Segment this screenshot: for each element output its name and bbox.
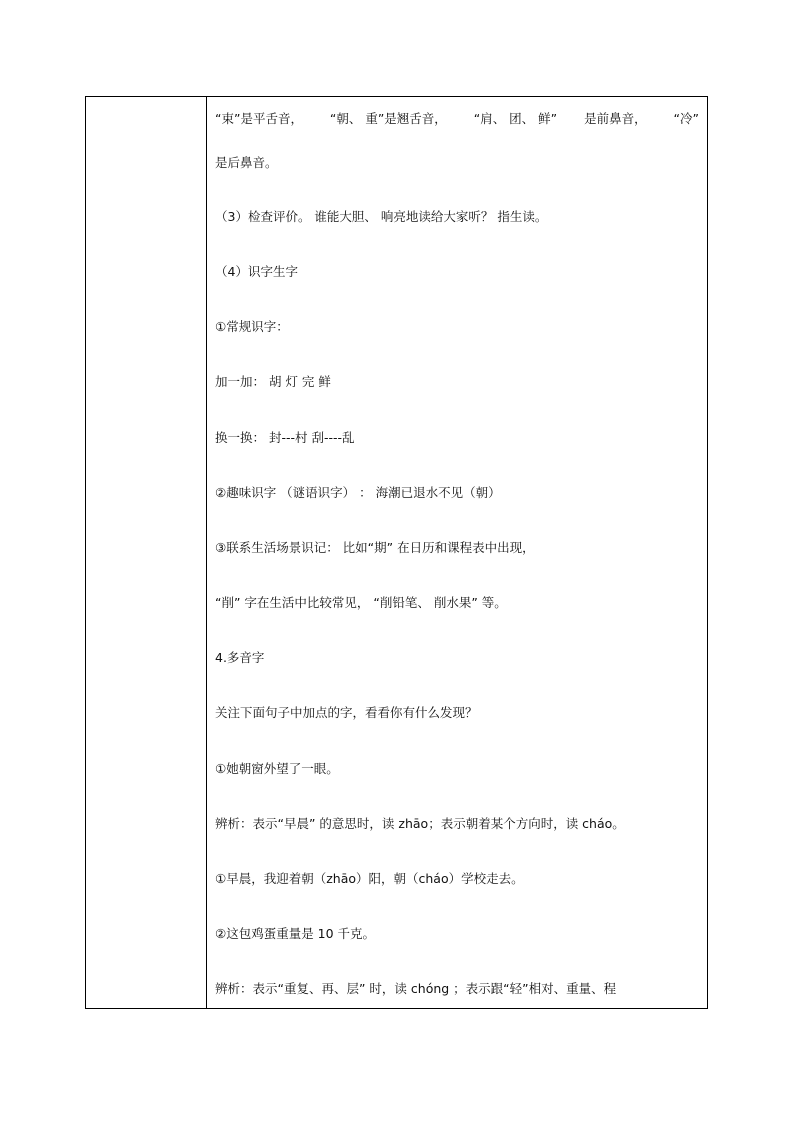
- text-line-10: “削” 字在生活中比较常见， “削铅笔、 削水果” 等。: [215, 595, 507, 610]
- text-segment: 是前鼻音，: [584, 111, 647, 126]
- lesson-table: [85, 96, 708, 1009]
- text-segment: “朝、 重”是翘舌音，: [329, 111, 447, 126]
- text-line-7: 换一换： 封---村 刮----乱: [215, 430, 355, 445]
- text-line-5: ①常规识字：: [215, 319, 289, 334]
- table-content-column: [207, 97, 707, 1008]
- text-line-6: 加一加： 胡 灯 完 鲜: [215, 374, 331, 389]
- table-left-column: [86, 97, 207, 1008]
- text-segment: “冷”: [673, 111, 699, 126]
- text-line-4: （4）识字生字: [215, 264, 298, 279]
- text-line-12: 关注下面句子中加点的字，看看你有什么发现？: [215, 705, 478, 720]
- text-line-17: 辨析：表示“重复、再、层” 时，读 chóng ；表示跟“轻”相对、重量、程: [215, 981, 617, 996]
- text-line-14: 辨析：表示“早晨” 的意思时，读 zhāo；表示朝着某个方向时，读 cháo。: [215, 816, 625, 831]
- text-line-15: ①早晨，我迎着朝（zhāo）阳，朝（cháo）学校走去。: [215, 871, 524, 886]
- text-line-1: [215, 110, 699, 128]
- text-segment: “束”是平舌音，: [215, 111, 303, 126]
- text-line-8: ②趣味识字 （谜语识字） ： 海潮已退水不见（朝）: [215, 485, 501, 500]
- text-line-16: ②这包鸡蛋重量是 10 千克。: [215, 926, 376, 941]
- text-line-13: ①她朝窗外望了一眼。: [215, 761, 339, 776]
- text-segment: “肩、 团、 鲜”: [473, 111, 558, 126]
- text-line-11: 4.多音字: [215, 650, 265, 665]
- text-line-2: 是后鼻音。: [215, 155, 278, 170]
- text-line-3: （3）检查评价。 谁能大胆、 响亮地读给大家听？ 指生读。: [215, 209, 548, 224]
- text-line-9: ③联系生活场景识记： 比如“期” 在日历和课程表中出现，: [215, 540, 535, 555]
